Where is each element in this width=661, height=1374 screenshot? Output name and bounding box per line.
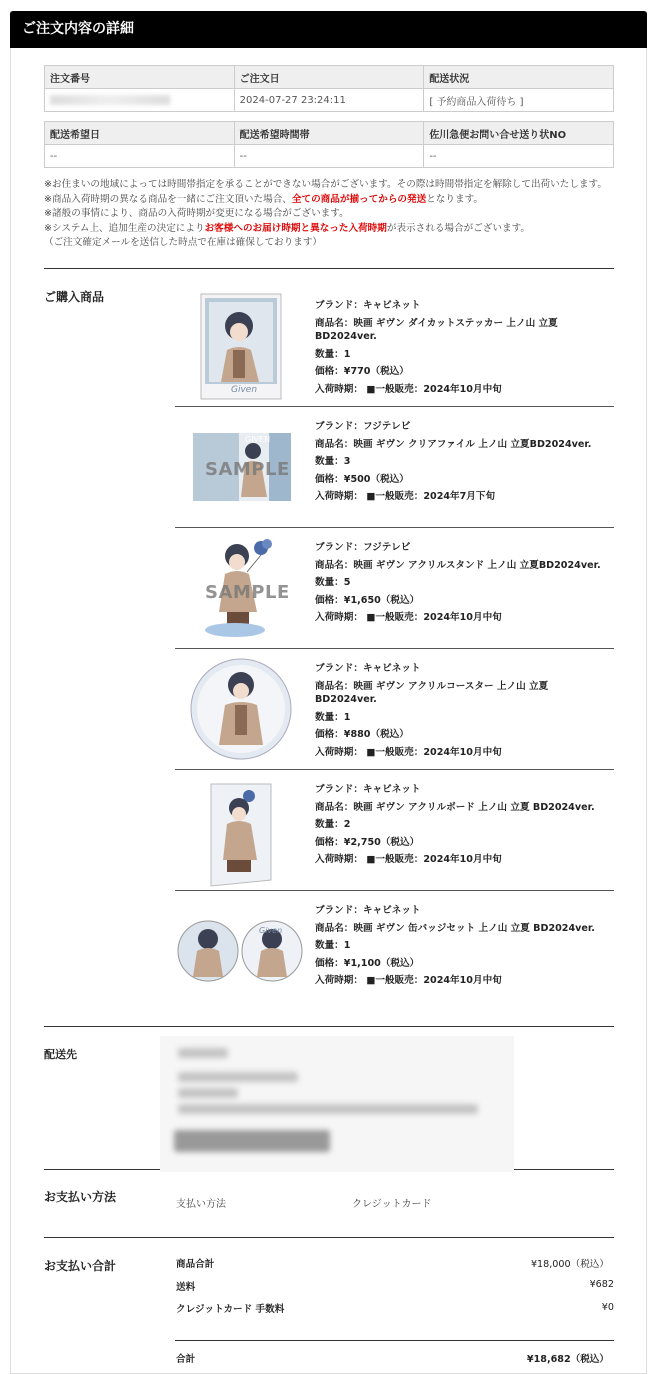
product-quantity: 数量：3 <box>315 456 351 467</box>
subtotal-label: 商品合計 <box>176 1259 215 1270</box>
product-arrival: 入荷時期： ■一般販売：2024年7月下旬 <box>315 491 496 502</box>
section-divider <box>44 1026 614 1027</box>
product-arrival: 入荷時期： ■一般販売：2024年10月中旬 <box>315 383 502 395</box>
payment-method-label: 支払い方法 <box>176 1199 226 1210</box>
note-line: ※商品入荷時期の異なる商品を一緒にご注文頂いた場合、全ての商品が揃ってからの発送となります。 <box>44 193 483 205</box>
product-brand: ブランド：フジテレビ <box>315 421 411 432</box>
product-price: 価格：¥770（税込） <box>315 366 409 377</box>
tracking-number-header: 佐川急便お問い合せ送り状NO <box>424 122 614 145</box>
section-divider <box>44 1237 614 1238</box>
product-price: 価格：¥880（税込） <box>315 729 409 740</box>
product-item <box>175 772 614 893</box>
note-line: ※お住まいの地域によっては時間帯指定を承ることができない場合がございます。その際は時間帯指定を解除して出荷いたします。 <box>44 179 607 190</box>
product-quantity: 数量：1 <box>315 940 351 951</box>
product-price: 価格：¥1,650（税込） <box>315 594 420 606</box>
item-divider <box>175 769 614 770</box>
shipping-status-header: 配送状況 <box>424 66 614 89</box>
product-item <box>175 651 614 772</box>
product-quantity: 数量：5 <box>315 577 351 588</box>
delivery-info-table <box>44 121 614 168</box>
product-item <box>175 893 614 1014</box>
product-name[interactable]: 商品名：映画 ギヴン アクリルスタンド 上ノ山 立夏BD2024ver. <box>315 559 601 571</box>
item-divider <box>175 406 614 407</box>
order-date-header: ご注文日 <box>234 66 424 89</box>
product-quantity: 数量：2 <box>315 819 351 830</box>
delivery-time-header: 配送希望時間帯 <box>234 122 424 145</box>
note-line: ※システム上、追加生産の決定によりお客様へのお届け時期と異なった入荷時期が表示される場合がございます。 <box>44 222 530 234</box>
product-name[interactable]: 商品名：映画 ギヴン 缶バッジセット 上ノ山 立夏 BD2024ver. <box>315 922 595 934</box>
total-divider <box>175 1340 614 1341</box>
svg-text:GIVEN: GIVEN <box>245 435 271 444</box>
redacted-order-number <box>50 95 170 105</box>
product-brand: ブランド：キャビネット <box>315 300 421 311</box>
card-fee-label: クレジットカード 手数料 <box>176 1304 285 1315</box>
sticker-thumbnail[interactable] <box>175 288 305 409</box>
payment-method-title: お支払い方法 <box>44 1190 117 1204</box>
product-arrival: 入荷時期： ■一般販売：2024年10月中旬 <box>315 854 502 865</box>
grand-total-label: 合計 <box>176 1354 196 1365</box>
sample-watermark: SAMPLE <box>205 459 290 480</box>
delivery-date-value: -- <box>45 145 235 168</box>
svg-text:Given: Given <box>259 926 283 935</box>
page-title: ご注文内容の詳細 <box>10 11 647 48</box>
acrylic-coaster-thumbnail[interactable] <box>175 651 305 772</box>
shipping-status-value: [ 予約商品入荷待ち ] <box>424 89 614 112</box>
product-quantity: 数量：1 <box>315 711 351 723</box>
badge-set-thumbnail[interactable] <box>175 893 305 1014</box>
product-brand: ブランド：フジテレビ <box>315 542 411 553</box>
product-arrival: 入荷時期： ■一般販売：2024年10月中旬 <box>315 746 502 758</box>
product-brand: ブランド：キャビネット <box>315 663 421 674</box>
redacted-shipping-address <box>160 1036 514 1172</box>
note-line: ※諸般の事情により、商品の入荷時期が変更になる場合がございます。 <box>44 208 349 220</box>
product-price: 価格：¥500（税込） <box>315 473 409 485</box>
product-price: 価格：¥1,100（税込） <box>315 957 420 969</box>
product-price: 価格：¥2,750（税込） <box>315 836 420 848</box>
product-name[interactable]: 商品名：映画 ギヴン アクリルコースター 上ノ山 立夏 BD2024ver. <box>315 680 549 705</box>
delivery-time-value: -- <box>234 145 424 168</box>
product-name[interactable]: 商品名：映画 ギヴン クリアファイル 上ノ山 立夏BD2024ver. <box>315 438 592 450</box>
product-item <box>175 530 614 651</box>
section-divider <box>514 1169 614 1170</box>
order-date-value: 2024-07-27 23:24:11 <box>234 89 424 112</box>
product-quantity: 数量：1 <box>315 348 351 360</box>
item-divider <box>175 890 614 891</box>
payment-method-value: クレジットカード <box>352 1199 432 1210</box>
order-number-value <box>45 89 235 112</box>
product-brand: ブランド：キャビネット <box>315 784 421 795</box>
product-name[interactable]: 商品名：映画 ギヴン ダイカットステッカー 上ノ山 立夏 BD2024ver. <box>315 317 558 342</box>
acrylic-board-thumbnail[interactable] <box>175 772 305 893</box>
order-notes <box>44 178 619 251</box>
product-arrival: 入荷時期： ■一般販売：2024年10月中旬 <box>315 612 502 623</box>
tracking-number-value: -- <box>424 145 614 168</box>
item-divider <box>175 648 614 649</box>
product-arrival: 入荷時期： ■一般販売：2024年10月中旬 <box>315 975 502 986</box>
note-line: （ご注文確定メールを送信した時点で在庫は確保しております） <box>44 237 323 249</box>
card-fee-value: ¥0 <box>601 1302 614 1313</box>
order-info-table <box>44 65 614 112</box>
sample-watermark: SAMPLE <box>205 582 290 603</box>
item-divider <box>175 527 614 528</box>
note-highlight: お客様へのお届け時期と異なった入荷時期 <box>204 222 387 234</box>
delivery-date-header: 配送希望日 <box>45 122 235 145</box>
payment-total-title: お支払い合計 <box>44 1259 117 1273</box>
section-divider <box>44 1169 160 1170</box>
product-item <box>175 409 614 530</box>
product-item <box>175 288 614 409</box>
product-brand: ブランド：キャビネット <box>315 905 421 916</box>
note-highlight: 全ての商品が揃ってからの発送 <box>291 193 427 205</box>
svg-text:Given: Given <box>231 385 258 395</box>
shipping-fee-label: 送料 <box>176 1282 196 1293</box>
section-divider <box>44 268 614 269</box>
purchased-items-title: ご購入商品 <box>44 290 105 304</box>
order-number-header: 注文番号 <box>45 66 235 89</box>
subtotal-value: ¥18,000（税込） <box>530 1259 609 1270</box>
grand-total-value: ¥18,682（税込） <box>526 1354 609 1365</box>
shipping-fee-value: ¥682 <box>589 1279 614 1290</box>
shipping-address-title: 配送先 <box>44 1048 77 1061</box>
product-name[interactable]: 商品名：映画 ギヴン アクリルボード 上ノ山 立夏 BD2024ver. <box>315 801 595 813</box>
